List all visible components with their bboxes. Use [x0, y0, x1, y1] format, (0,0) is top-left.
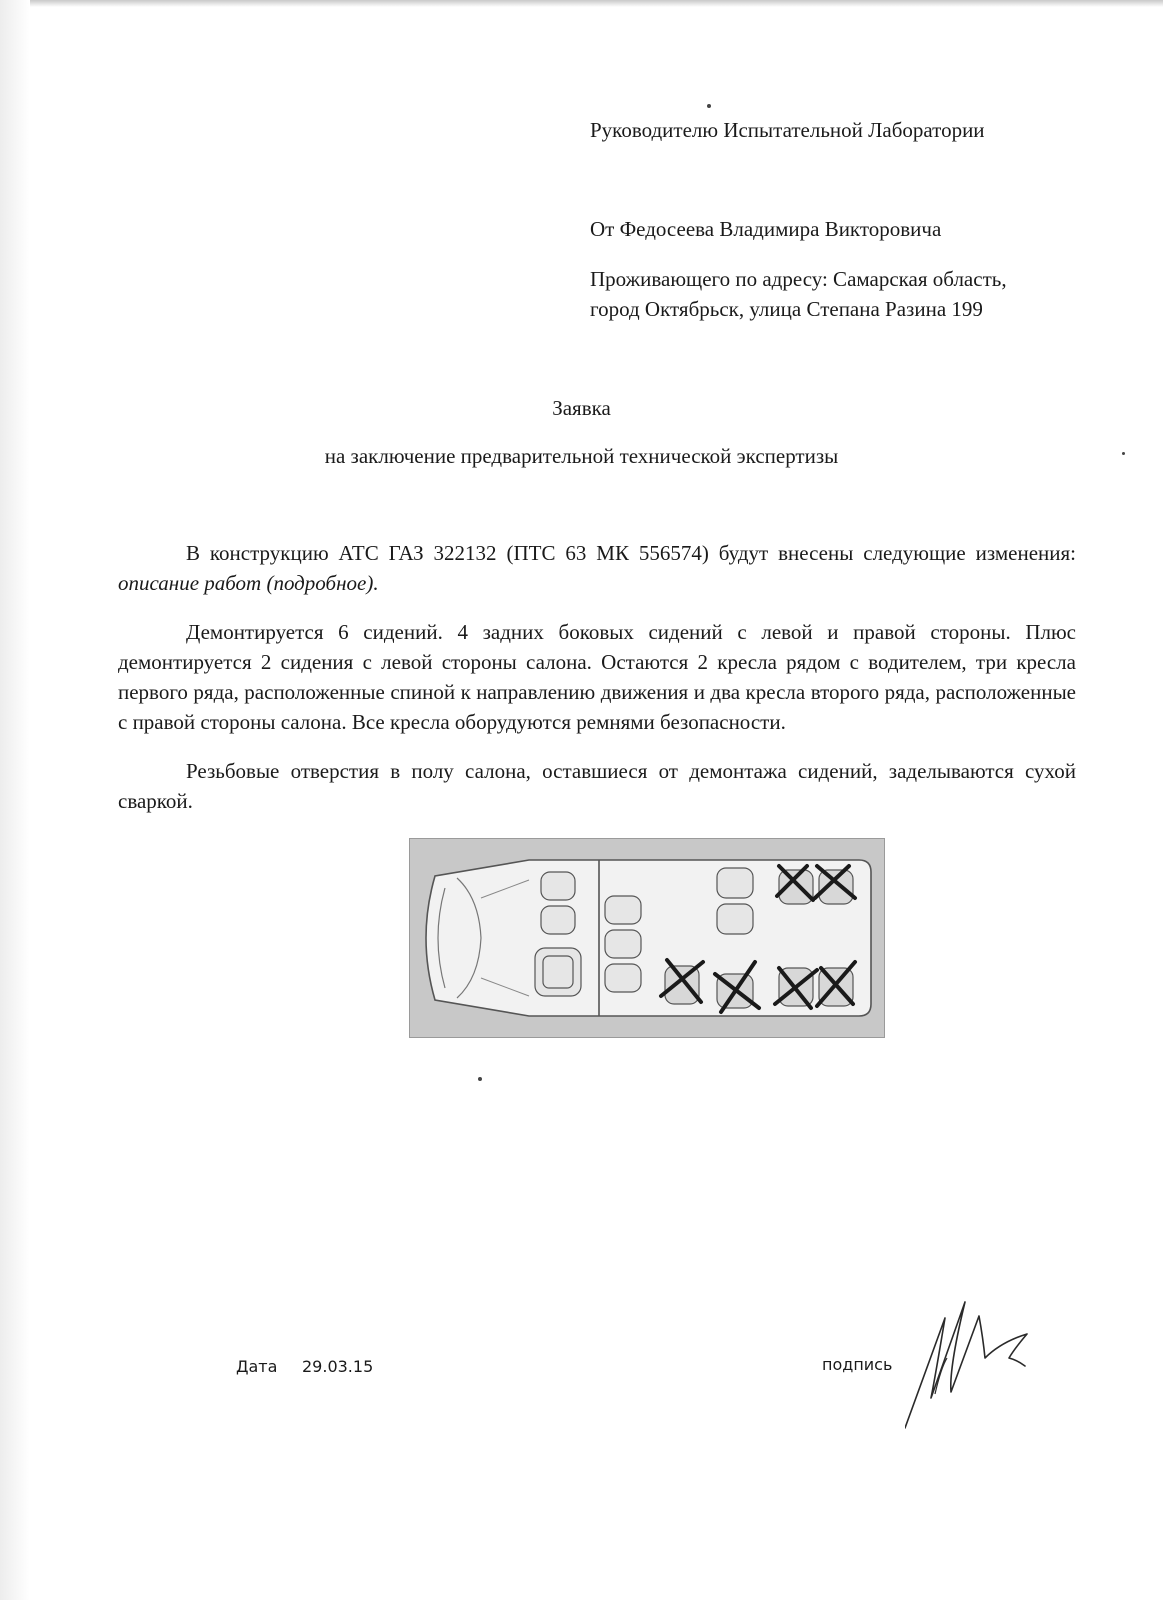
recipient-line: Руководителю Испытательной Лаборатории: [590, 118, 985, 142]
seat-driver: [535, 948, 581, 996]
document-subtitle: на заключение предварительной технической экспертизы: [324, 444, 839, 468]
seat-row1-3: [605, 964, 641, 992]
paragraph-1: [118, 538, 1076, 598]
handwritten-signature: [905, 1298, 1065, 1433]
paragraph-2: Демонтируется 6 сидений. 4 задних боковых сидений с левой и правой стороны. Плюс демонтируется 2 сидения с левой стороны салона. Остаются 2 кресла рядом с водителем, три кресла первого ряда, расположенные спиной к направлению движения и два кресла второго ряда, расположенные с правой стороны салона. Все кресла оборудуются ремнями безопасности.: [118, 620, 1076, 734]
date-label: Дата: [236, 1357, 278, 1376]
scan-left-edge: [0, 0, 30, 1600]
seat-row1-1: [605, 896, 641, 924]
seat-cabin-1: [541, 872, 575, 900]
seat-row2-1: [717, 868, 753, 898]
seat-layout-diagram: [409, 838, 885, 1038]
seat-row2-2: [717, 904, 753, 934]
seat-row1-2: [605, 930, 641, 958]
address-line-1: Проживающего по адресу: Самарская область,: [590, 267, 1007, 291]
paragraph-1-italic: описание работ (подробное).: [118, 571, 379, 595]
scan-top-edge: [0, 0, 1163, 7]
scan-speck: [707, 104, 711, 108]
sender-line: От Федосеева Владимира Викторовича: [590, 217, 942, 241]
scan-speck: [1122, 452, 1125, 455]
scan-speck: [478, 1077, 482, 1081]
paragraph-3: Резьбовые отверстия в полу салона, оставшиеся от демонтажа сидений, заделываются сухой сваркой.: [118, 759, 1076, 813]
first-row-seats: [605, 896, 641, 992]
signature-label: подпись: [822, 1355, 893, 1374]
date-value: 29.03.15: [302, 1357, 374, 1376]
address-line-2: город Октябрьск, улица Степана Разина 199: [590, 297, 983, 321]
paragraph-1-text: В конструкцию АТС ГАЗ 322132 (ПТС 63 МК 556574) будут внесены следующие изменения:: [186, 541, 1076, 565]
seat-cabin-2: [541, 906, 575, 934]
document-title: Заявка: [552, 396, 611, 420]
